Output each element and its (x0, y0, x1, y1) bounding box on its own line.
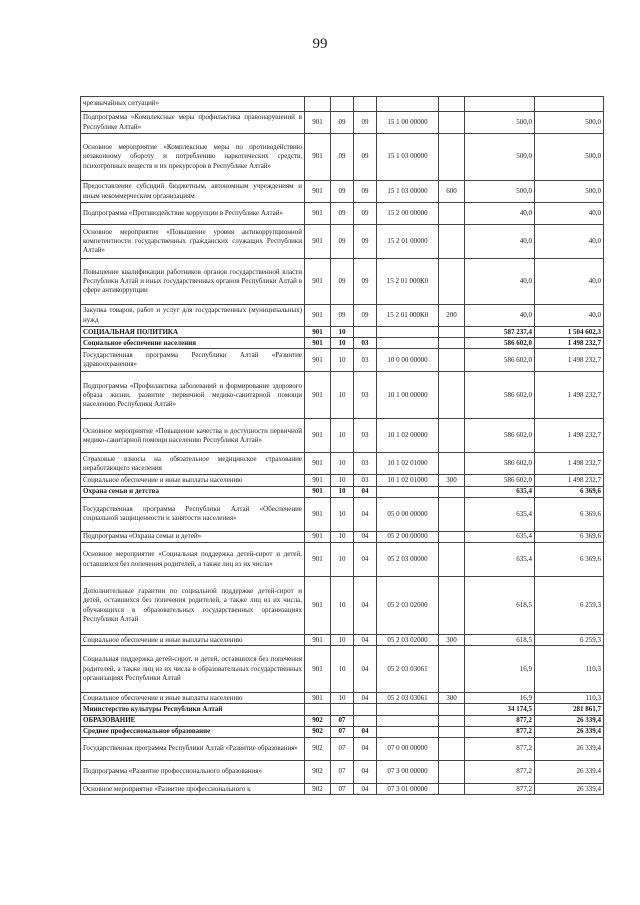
amount-year1-cell: 40,0 (465, 305, 535, 327)
expense-type-cell: 300 (439, 475, 465, 486)
ministry-code-cell: 901 (305, 372, 331, 419)
expense-type-cell: 300 (439, 635, 465, 646)
ministry-code-cell: 902 (305, 761, 331, 784)
section-code-cell: 10 (331, 349, 354, 372)
target-article-cell: 05 0 00 00000 (377, 497, 439, 531)
amount-year1-cell: 16,9 (465, 693, 535, 704)
section-code-cell: 09 (331, 134, 354, 181)
expense-type-cell (439, 715, 465, 726)
target-article-cell: 15 2 01 000К0 (377, 305, 439, 327)
table-row (81, 305, 604, 327)
table-row (81, 203, 604, 225)
ministry-code-cell: 901 (305, 203, 331, 225)
section-code-cell: 10 (331, 577, 354, 635)
row-name-cell: СОЦИАЛЬНАЯ ПОЛИТИКА (81, 327, 305, 338)
expense-type-cell (439, 259, 465, 305)
expense-type-cell (439, 134, 465, 181)
ministry-code-cell: 901 (305, 225, 331, 259)
section-code-cell: 10 (331, 646, 354, 693)
expense-type-cell (439, 486, 465, 497)
subsection-code-cell (354, 327, 377, 338)
expense-type-cell (439, 112, 465, 134)
table-row (81, 761, 604, 784)
subsection-code-cell: 04 (354, 693, 377, 704)
table-row (81, 453, 604, 475)
row-name-cell: Министерство культуры Республики Алтай (81, 704, 305, 715)
target-article-cell: 15 2 01 00000 (377, 225, 439, 259)
section-code-cell: 10 (331, 327, 354, 338)
amount-year2-cell: 1 498 232,7 (535, 453, 604, 475)
amount-year2-cell: 6 259,3 (535, 635, 604, 646)
section-code-cell: 09 (331, 203, 354, 225)
expense-type-cell (439, 543, 465, 577)
table-row (81, 475, 604, 486)
amount-year2-cell: 26 339,4 (535, 784, 604, 795)
table-row (81, 704, 604, 715)
expense-type-cell (439, 531, 465, 542)
table-row (81, 784, 604, 795)
expense-type-cell: 300 (439, 693, 465, 704)
amount-year2-cell: 6 369,6 (535, 543, 604, 577)
subsection-code-cell: 09 (354, 305, 377, 327)
amount-year2-cell: 6 369,6 (535, 486, 604, 497)
row-name-cell: Подпрограмма «Развитие профессионального образования» (81, 761, 305, 784)
target-article-cell: 10 1 00 00000 (377, 372, 439, 419)
section-code-cell: 09 (331, 181, 354, 203)
amount-year2-cell: 1 504 602,3 (535, 327, 604, 338)
ministry-code-cell: 901 (305, 693, 331, 704)
expense-type-cell (439, 338, 465, 349)
target-article-cell (377, 327, 439, 338)
table-row (81, 543, 604, 577)
amount-year2-cell: 6 259,3 (535, 577, 604, 635)
subsection-code-cell: 09 (354, 203, 377, 225)
ministry-code-cell: 901 (305, 646, 331, 693)
target-article-cell: 05 2 03 00000 (377, 543, 439, 577)
subsection-code-cell: 09 (354, 134, 377, 181)
ministry-code-cell: 901 (305, 475, 331, 486)
section-code-cell: 09 (331, 225, 354, 259)
table-row (81, 531, 604, 542)
subsection-code-cell: 09 (354, 225, 377, 259)
amount-year2-cell: 500,0 (535, 181, 604, 203)
row-name-cell: Государственная программа Республики Алтай «Развитие здравоохранения» (81, 349, 305, 372)
amount-year1-cell: 500,0 (465, 134, 535, 181)
amount-year2-cell: 281 861,7 (535, 704, 604, 715)
section-code-cell: 09 (331, 259, 354, 305)
row-name-cell: Основное мероприятие «Повышение уровня антикоррупционной компетентности государственных гражданских служащих Республики Алтай» (81, 225, 305, 259)
subsection-code-cell: 03 (354, 349, 377, 372)
amount-year2-cell (535, 97, 604, 112)
row-name-cell: Социальное обеспечение и иные выплаты населению (81, 635, 305, 646)
subsection-code-cell: 03 (354, 372, 377, 419)
subsection-code-cell: 04 (354, 738, 377, 761)
subsection-code-cell: 04 (354, 726, 377, 737)
target-article-cell: 15 2 00 00000 (377, 203, 439, 225)
row-name-cell: Закупка товаров, работ и услуг для государственных (муниципальных) нужд (81, 305, 305, 327)
amount-year2-cell: 26 339,4 (535, 715, 604, 726)
subsection-code-cell (354, 715, 377, 726)
table-row (81, 726, 604, 737)
amount-year1-cell: 500,0 (465, 112, 535, 134)
amount-year1-cell: 586 602,0 (465, 419, 535, 453)
target-article-cell: 05 2 00 00000 (377, 531, 439, 542)
expense-type-cell (439, 704, 465, 715)
ministry-code-cell (305, 97, 331, 112)
amount-year1-cell: 618,5 (465, 577, 535, 635)
section-code-cell: 10 (331, 419, 354, 453)
target-article-cell (377, 704, 439, 715)
amount-year1-cell: 586 602,0 (465, 349, 535, 372)
ministry-code-cell: 901 (305, 349, 331, 372)
expense-type-cell (439, 97, 465, 112)
ministry-code-cell: 901 (305, 453, 331, 475)
amount-year1-cell: 877,2 (465, 726, 535, 737)
target-article-cell: 05 2 03 03061 (377, 693, 439, 704)
target-article-cell: 07 3 00 00000 (377, 761, 439, 784)
target-article-cell: 07 3 01 00000 (377, 784, 439, 795)
row-name-cell: чрезвычайных ситуаций» (81, 97, 305, 112)
ministry-code-cell: 902 (305, 738, 331, 761)
amount-year1-cell: 635,4 (465, 497, 535, 531)
ministry-code-cell: 901 (305, 531, 331, 542)
ministry-code-cell: 901 (305, 338, 331, 349)
row-name-cell: Социальная поддержка детей-сирот, и детей, оставшихся без попечения родителей, а также лиц из их числа в образовательных государственных организациях Республики Алтай (81, 646, 305, 693)
ministry-code-cell: 901 (305, 259, 331, 305)
row-name-cell: Социальное обеспечение и иные выплаты населению (81, 693, 305, 704)
subsection-code-cell: 04 (354, 635, 377, 646)
subsection-code-cell: 03 (354, 475, 377, 486)
ministry-code-cell: 901 (305, 543, 331, 577)
expense-type-cell (439, 453, 465, 475)
table-row (81, 577, 604, 635)
row-name-cell: Государственная программа Республики Алтай «Обеспечение социальной защищенности и занятости населения» (81, 497, 305, 531)
amount-year2-cell: 40,0 (535, 259, 604, 305)
subsection-code-cell: 04 (354, 784, 377, 795)
target-article-cell: 15 1 03 00000 (377, 181, 439, 203)
table-row (81, 693, 604, 704)
target-article-cell: 07 0 00 00000 (377, 738, 439, 761)
subsection-code-cell: 04 (354, 646, 377, 693)
subsection-code-cell: 09 (354, 181, 377, 203)
row-name-cell: Основное мероприятие «Повышение качества и доступности первичной медико-санитарной помощи населению Республики Алтай» (81, 419, 305, 453)
amount-year1-cell: 877,2 (465, 738, 535, 761)
subsection-code-cell: 03 (354, 453, 377, 475)
amount-year1-cell: 40,0 (465, 225, 535, 259)
amount-year2-cell: 6 369,6 (535, 531, 604, 542)
amount-year1-cell: 40,0 (465, 259, 535, 305)
subsection-code-cell: 03 (354, 338, 377, 349)
amount-year2-cell: 6 369,6 (535, 497, 604, 531)
expense-type-cell (439, 497, 465, 531)
amount-year2-cell: 26 339,4 (535, 761, 604, 784)
expense-type-cell (439, 419, 465, 453)
target-article-cell: 10 1 02 01000 (377, 453, 439, 475)
section-code-cell: 10 (331, 531, 354, 542)
amount-year1-cell: 16,9 (465, 646, 535, 693)
section-code-cell: 07 (331, 726, 354, 737)
amount-year2-cell: 40,0 (535, 305, 604, 327)
section-code-cell: 10 (331, 338, 354, 349)
section-code-cell: 09 (331, 112, 354, 134)
subsection-code-cell: 03 (354, 419, 377, 453)
target-article-cell (377, 726, 439, 737)
section-code-cell: 10 (331, 453, 354, 475)
table-row (81, 349, 604, 372)
row-name-cell: ОБРАЗОВАНИЕ (81, 715, 305, 726)
ministry-code-cell: 902 (305, 715, 331, 726)
row-name-cell: Социальное обеспечение населения (81, 338, 305, 349)
amount-year1-cell: 635,4 (465, 543, 535, 577)
subsection-code-cell (354, 97, 377, 112)
row-name-cell: Основное мероприятие «Комплексные меры по противодействию незаконному обороту и потреблению наркотических средств, психотропных веществ и их прекурсоров в Республике Алтай» (81, 134, 305, 181)
table-row (81, 327, 604, 338)
expense-type-cell (439, 577, 465, 635)
target-article-cell (377, 97, 439, 112)
budget-table (80, 96, 604, 795)
expense-type-cell (439, 646, 465, 693)
section-code-cell: 07 (331, 715, 354, 726)
section-code-cell: 07 (331, 738, 354, 761)
subsection-code-cell (354, 704, 377, 715)
expense-type-cell (439, 225, 465, 259)
target-article-cell: 10 1 02 01000 (377, 475, 439, 486)
row-name-cell: Социальное обеспечение и иные выплаты населению (81, 475, 305, 486)
table-row (81, 134, 604, 181)
ministry-code-cell: 901 (305, 497, 331, 531)
table-row (81, 372, 604, 419)
amount-year2-cell: 1 498 232,7 (535, 338, 604, 349)
amount-year1-cell: 587 237,4 (465, 327, 535, 338)
target-article-cell: 15 2 01 000К0 (377, 259, 439, 305)
ministry-code-cell: 901 (305, 305, 331, 327)
expense-type-cell: 600 (439, 181, 465, 203)
target-article-cell (377, 715, 439, 726)
ministry-code-cell: 901 (305, 327, 331, 338)
ministry-code-cell: 901 (305, 486, 331, 497)
row-name-cell: Подпрограмма «Охрана семьи и детей» (81, 531, 305, 542)
amount-year2-cell: 40,0 (535, 225, 604, 259)
row-name-cell: Государственная программа Республики Алтай «Развитие образования» (81, 738, 305, 761)
table-row (81, 112, 604, 134)
amount-year1-cell: 586 602,0 (465, 372, 535, 419)
table-row (81, 259, 604, 305)
table-row (81, 97, 604, 112)
target-article-cell: 05 2 03 03061 (377, 646, 439, 693)
expense-type-cell (439, 203, 465, 225)
amount-year1-cell: 40,0 (465, 203, 535, 225)
ministry-code-cell: 902 (305, 784, 331, 795)
amount-year1-cell (465, 97, 535, 112)
amount-year2-cell: 26 339,4 (535, 738, 604, 761)
section-code-cell: 10 (331, 497, 354, 531)
table-row (81, 338, 604, 349)
amount-year2-cell: 1 498 232,7 (535, 349, 604, 372)
section-code-cell: 10 (331, 475, 354, 486)
expense-type-cell (439, 784, 465, 795)
subsection-code-cell: 09 (354, 112, 377, 134)
subsection-code-cell: 04 (354, 497, 377, 531)
amount-year2-cell: 1 498 232,7 (535, 419, 604, 453)
subsection-code-cell: 09 (354, 259, 377, 305)
table-row (81, 486, 604, 497)
section-code-cell (331, 97, 354, 112)
target-article-cell (377, 486, 439, 497)
table-row (81, 419, 604, 453)
amount-year1-cell: 877,2 (465, 761, 535, 784)
ministry-code-cell: 901 (305, 419, 331, 453)
section-code-cell: 10 (331, 543, 354, 577)
ministry-code-cell: 901 (305, 635, 331, 646)
amount-year1-cell: 635,4 (465, 531, 535, 542)
table-row (81, 646, 604, 693)
amount-year2-cell: 1 498 232,7 (535, 372, 604, 419)
ministry-code-cell: 902 (305, 726, 331, 737)
amount-year2-cell: 500,0 (535, 134, 604, 181)
amount-year1-cell: 500,0 (465, 181, 535, 203)
section-code-cell: 10 (331, 693, 354, 704)
row-name-cell: Предоставление субсидий бюджетным, автономным учреждениям и иным некоммерческим организациям (81, 181, 305, 203)
target-article-cell: 15 1 03 00000 (377, 134, 439, 181)
subsection-code-cell: 04 (354, 543, 377, 577)
amount-year2-cell: 1 498 232,7 (535, 475, 604, 486)
ministry-code-cell (305, 704, 331, 715)
table-row (81, 181, 604, 203)
section-code-cell: 07 (331, 784, 354, 795)
row-name-cell: Охрана семьи и детства (81, 486, 305, 497)
section-code-cell: 09 (331, 305, 354, 327)
amount-year1-cell: 586 602,0 (465, 475, 535, 486)
amount-year1-cell: 618,5 (465, 635, 535, 646)
expense-type-cell (439, 726, 465, 737)
page-number: 99 (312, 36, 328, 52)
table-row (81, 225, 604, 259)
row-name-cell: Среднее профессиональное образование (81, 726, 305, 737)
budget-table-body (81, 97, 604, 795)
target-article-cell: 05 2 03 02000 (377, 635, 439, 646)
expense-type-cell (439, 349, 465, 372)
subsection-code-cell: 04 (354, 577, 377, 635)
table-row (81, 635, 604, 646)
amount-year1-cell: 586 602,0 (465, 453, 535, 475)
amount-year2-cell: 110,3 (535, 646, 604, 693)
target-article-cell (377, 338, 439, 349)
table-row (81, 497, 604, 531)
section-code-cell: 07 (331, 761, 354, 784)
amount-year1-cell: 635,4 (465, 486, 535, 497)
row-name-cell: Страховые взносы на обязательное медицинское страхование неработающего населения (81, 453, 305, 475)
amount-year2-cell: 500,0 (535, 112, 604, 134)
row-name-cell: Подпрограмма «Комплексные меры профилактика правонарушений в Республике Алтай» (81, 112, 305, 134)
subsection-code-cell: 04 (354, 486, 377, 497)
amount-year2-cell: 26 339,4 (535, 726, 604, 737)
amount-year1-cell: 877,2 (465, 715, 535, 726)
row-name-cell: Дополнительные гарантии по социальной поддержке детей-сирот и детей, оставшихся без попечения родителей, а также лиц из их числа, обучающихся в образовательных государственных организациях Республики Алтай (81, 577, 305, 635)
ministry-code-cell: 901 (305, 112, 331, 134)
ministry-code-cell: 901 (305, 181, 331, 203)
row-name-cell: Основное мероприятие «Социальная поддержка детей-сирот и детей, оставшихся без попечения родителей, а также лиц из их числа» (81, 543, 305, 577)
expense-type-cell (439, 372, 465, 419)
amount-year1-cell: 34 174,5 (465, 704, 535, 715)
amount-year2-cell: 110,3 (535, 693, 604, 704)
target-article-cell: 10 1 02 00000 (377, 419, 439, 453)
amount-year1-cell: 586 602,0 (465, 338, 535, 349)
expense-type-cell (439, 738, 465, 761)
target-article-cell: 05 2 03 02000 (377, 577, 439, 635)
section-code-cell (331, 704, 354, 715)
ministry-code-cell: 901 (305, 577, 331, 635)
amount-year1-cell: 877,2 (465, 784, 535, 795)
subsection-code-cell: 04 (354, 531, 377, 542)
expense-type-cell (439, 761, 465, 784)
ministry-code-cell: 901 (305, 134, 331, 181)
row-name-cell: Подпрограмма «Противодействие коррупции в Республике Алтай» (81, 203, 305, 225)
target-article-cell: 10 0 00 00000 (377, 349, 439, 372)
expense-type-cell: 200 (439, 305, 465, 327)
target-article-cell: 15 1 00 00000 (377, 112, 439, 134)
amount-year2-cell: 40,0 (535, 203, 604, 225)
section-code-cell: 10 (331, 372, 354, 419)
table-row (81, 738, 604, 761)
row-name-cell: Подпрограмма «Профилактика заболеваний и формирование здорового образа жизни, развитие первичной медико-санитарной помощи населению Республики Алтай» (81, 372, 305, 419)
section-code-cell: 10 (331, 635, 354, 646)
row-name-cell: Основное мероприятие «Развитие профессионального к (81, 784, 305, 795)
section-code-cell: 10 (331, 486, 354, 497)
subsection-code-cell: 04 (354, 761, 377, 784)
expense-type-cell (439, 327, 465, 338)
row-name-cell: Повышение квалификации работников органов государственной власти Республики Алтай и иных государственных органов Республики Алтай в сфере антикоррупции (81, 259, 305, 305)
table-row (81, 715, 604, 726)
